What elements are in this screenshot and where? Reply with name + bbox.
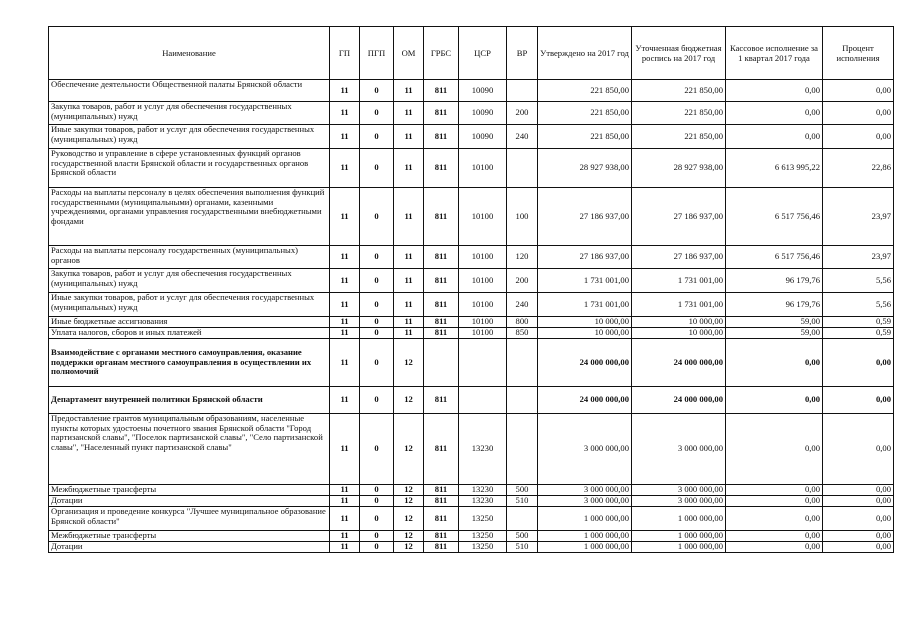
table-header-row bbox=[49, 27, 894, 80]
cell-pgp: 0 bbox=[360, 414, 394, 485]
header-cash: Кассовое исполнение за 1 квартал 2017 года bbox=[726, 27, 823, 80]
cell-om: 11 bbox=[394, 328, 424, 339]
cell-pgp: 0 bbox=[360, 328, 394, 339]
cell-pgp: 0 bbox=[360, 293, 394, 317]
cell-pgp: 0 bbox=[360, 102, 394, 125]
cell-vr: 510 bbox=[507, 542, 538, 553]
cell-percent: 0,00 bbox=[823, 102, 894, 125]
cell-vr bbox=[507, 414, 538, 485]
cell-csr: 13250 bbox=[459, 531, 507, 542]
cell-grbs: 811 bbox=[424, 149, 459, 188]
cell-name: Департамент внутренней политики Брянской области bbox=[49, 387, 330, 414]
header-vr: ВР bbox=[507, 27, 538, 80]
cell-csr: 13250 bbox=[459, 507, 507, 531]
table-row bbox=[49, 125, 894, 149]
cell-vr bbox=[507, 387, 538, 414]
cell-name: Иные закупки товаров, работ и услуг для обеспечения государственных (муниципальных) нужд bbox=[49, 293, 330, 317]
cell-om: 11 bbox=[394, 102, 424, 125]
cell-om: 11 bbox=[394, 293, 424, 317]
cell-gp: 11 bbox=[330, 531, 360, 542]
cell-gp: 11 bbox=[330, 414, 360, 485]
cell-name: Иные закупки товаров, работ и услуг для обеспечения государственных (муниципальных) нужд bbox=[49, 125, 330, 149]
cell-pgp: 0 bbox=[360, 531, 394, 542]
cell-approved: 28 927 938,00 bbox=[538, 149, 632, 188]
cell-cash: 0,00 bbox=[726, 542, 823, 553]
cell-vr: 200 bbox=[507, 102, 538, 125]
cell-vr: 500 bbox=[507, 531, 538, 542]
cell-csr: 13230 bbox=[459, 485, 507, 496]
cell-name: Дотации bbox=[49, 542, 330, 553]
cell-percent: 0,00 bbox=[823, 542, 894, 553]
cell-name: Взаимодействие с органами местного самоуправления, оказание поддержки органам местного самоуправления в осуществлении их полномочий bbox=[49, 339, 330, 387]
table-row bbox=[49, 496, 894, 507]
cell-grbs: 811 bbox=[424, 80, 459, 102]
cell-cash: 0,00 bbox=[726, 531, 823, 542]
cell-vr: 120 bbox=[507, 246, 538, 269]
cell-om: 12 bbox=[394, 414, 424, 485]
table-row bbox=[49, 531, 894, 542]
table-row bbox=[49, 149, 894, 188]
table-row bbox=[49, 387, 894, 414]
cell-gp: 11 bbox=[330, 188, 360, 246]
cell-cash: 0,00 bbox=[726, 507, 823, 531]
table-row bbox=[49, 246, 894, 269]
header-om: ОМ bbox=[394, 27, 424, 80]
cell-percent: 0,59 bbox=[823, 317, 894, 328]
cell-approved: 3 000 000,00 bbox=[538, 496, 632, 507]
cell-csr: 10090 bbox=[459, 80, 507, 102]
header-percent: Процент исполнения bbox=[823, 27, 894, 80]
cell-grbs: 811 bbox=[424, 125, 459, 149]
cell-om: 11 bbox=[394, 269, 424, 293]
cell-approved: 1 731 001,00 bbox=[538, 293, 632, 317]
cell-refined: 10 000,00 bbox=[632, 328, 726, 339]
cell-name: Закупка товаров, работ и услуг для обеспечения государственных (муниципальных) нужд bbox=[49, 269, 330, 293]
cell-pgp: 0 bbox=[360, 125, 394, 149]
cell-csr: 10090 bbox=[459, 125, 507, 149]
cell-om: 12 bbox=[394, 542, 424, 553]
cell-refined: 3 000 000,00 bbox=[632, 496, 726, 507]
cell-vr: 510 bbox=[507, 496, 538, 507]
cell-om: 11 bbox=[394, 149, 424, 188]
cell-approved: 1 000 000,00 bbox=[538, 531, 632, 542]
table-row bbox=[49, 485, 894, 496]
table-row bbox=[49, 102, 894, 125]
budget-table bbox=[48, 26, 894, 553]
cell-gp: 11 bbox=[330, 149, 360, 188]
cell-approved: 24 000 000,00 bbox=[538, 339, 632, 387]
cell-percent: 0,00 bbox=[823, 387, 894, 414]
cell-percent: 0,00 bbox=[823, 496, 894, 507]
cell-grbs: 811 bbox=[424, 102, 459, 125]
cell-percent: 5,56 bbox=[823, 293, 894, 317]
cell-csr: 10100 bbox=[459, 246, 507, 269]
cell-vr bbox=[507, 339, 538, 387]
cell-vr: 500 bbox=[507, 485, 538, 496]
cell-vr bbox=[507, 149, 538, 188]
cell-approved: 3 000 000,00 bbox=[538, 485, 632, 496]
cell-name: Обеспечение деятельности Общественной палаты Брянской области bbox=[49, 80, 330, 102]
cell-om: 11 bbox=[394, 125, 424, 149]
cell-gp: 11 bbox=[330, 125, 360, 149]
cell-pgp: 0 bbox=[360, 269, 394, 293]
cell-name: Дотации bbox=[49, 496, 330, 507]
cell-grbs: 811 bbox=[424, 542, 459, 553]
cell-gp: 11 bbox=[330, 507, 360, 531]
cell-percent: 0,00 bbox=[823, 339, 894, 387]
header-pgp: ПГП bbox=[360, 27, 394, 80]
cell-csr bbox=[459, 387, 507, 414]
cell-vr: 240 bbox=[507, 293, 538, 317]
cell-grbs: 811 bbox=[424, 317, 459, 328]
table-row bbox=[49, 339, 894, 387]
cell-cash: 96 179,76 bbox=[726, 269, 823, 293]
table-row bbox=[49, 293, 894, 317]
cell-pgp: 0 bbox=[360, 507, 394, 531]
cell-cash: 0,00 bbox=[726, 125, 823, 149]
cell-gp: 11 bbox=[330, 80, 360, 102]
cell-csr: 10100 bbox=[459, 317, 507, 328]
cell-csr: 10090 bbox=[459, 102, 507, 125]
cell-name: Расходы на выплаты персоналу государственных (муниципальных) органов bbox=[49, 246, 330, 269]
cell-approved: 10 000,00 bbox=[538, 317, 632, 328]
cell-refined: 221 850,00 bbox=[632, 125, 726, 149]
cell-om: 12 bbox=[394, 531, 424, 542]
cell-grbs bbox=[424, 339, 459, 387]
cell-gp: 11 bbox=[330, 542, 360, 553]
cell-gp: 11 bbox=[330, 102, 360, 125]
cell-approved: 221 850,00 bbox=[538, 80, 632, 102]
cell-grbs: 811 bbox=[424, 485, 459, 496]
cell-name: Иные бюджетные ассигнования bbox=[49, 317, 330, 328]
cell-pgp: 0 bbox=[360, 485, 394, 496]
cell-gp: 11 bbox=[330, 246, 360, 269]
cell-pgp: 0 bbox=[360, 80, 394, 102]
header-approved: Утверждено на 2017 год bbox=[538, 27, 632, 80]
cell-cash: 0,00 bbox=[726, 387, 823, 414]
cell-percent: 0,00 bbox=[823, 80, 894, 102]
cell-refined: 3 000 000,00 bbox=[632, 485, 726, 496]
table-body bbox=[49, 80, 894, 553]
cell-approved: 24 000 000,00 bbox=[538, 387, 632, 414]
table-row bbox=[49, 269, 894, 293]
cell-refined: 1 000 000,00 bbox=[632, 507, 726, 531]
cell-cash: 0,00 bbox=[726, 414, 823, 485]
cell-vr: 100 bbox=[507, 188, 538, 246]
cell-approved: 221 850,00 bbox=[538, 125, 632, 149]
cell-cash: 59,00 bbox=[726, 317, 823, 328]
cell-refined: 24 000 000,00 bbox=[632, 339, 726, 387]
table-row bbox=[49, 542, 894, 553]
cell-percent: 22,86 bbox=[823, 149, 894, 188]
cell-name: Закупка товаров, работ и услуг для обеспечения государственных (муниципальных) нужд bbox=[49, 102, 330, 125]
cell-approved: 27 186 937,00 bbox=[538, 188, 632, 246]
table-row bbox=[49, 328, 894, 339]
cell-cash: 0,00 bbox=[726, 102, 823, 125]
cell-approved: 10 000,00 bbox=[538, 328, 632, 339]
cell-csr: 13230 bbox=[459, 496, 507, 507]
cell-percent: 23,97 bbox=[823, 188, 894, 246]
cell-refined: 1 731 001,00 bbox=[632, 293, 726, 317]
cell-cash: 0,00 bbox=[726, 496, 823, 507]
cell-om: 12 bbox=[394, 496, 424, 507]
cell-gp: 11 bbox=[330, 328, 360, 339]
cell-csr: 10100 bbox=[459, 149, 507, 188]
cell-percent: 0,00 bbox=[823, 531, 894, 542]
cell-approved: 3 000 000,00 bbox=[538, 414, 632, 485]
cell-gp: 11 bbox=[330, 317, 360, 328]
table-row bbox=[49, 507, 894, 531]
cell-percent: 0,00 bbox=[823, 414, 894, 485]
cell-vr: 200 bbox=[507, 269, 538, 293]
cell-cash: 96 179,76 bbox=[726, 293, 823, 317]
table-row bbox=[49, 188, 894, 246]
cell-gp: 11 bbox=[330, 496, 360, 507]
table-row bbox=[49, 414, 894, 485]
cell-gp: 11 bbox=[330, 485, 360, 496]
cell-vr bbox=[507, 507, 538, 531]
cell-name: Межбюджетные трансферты bbox=[49, 531, 330, 542]
cell-percent: 5,56 bbox=[823, 269, 894, 293]
cell-csr: 10100 bbox=[459, 188, 507, 246]
cell-pgp: 0 bbox=[360, 246, 394, 269]
cell-refined: 28 927 938,00 bbox=[632, 149, 726, 188]
cell-refined: 1 000 000,00 bbox=[632, 531, 726, 542]
cell-grbs: 811 bbox=[424, 414, 459, 485]
cell-percent: 0,00 bbox=[823, 485, 894, 496]
cell-pgp: 0 bbox=[360, 542, 394, 553]
cell-percent: 0,59 bbox=[823, 328, 894, 339]
cell-pgp: 0 bbox=[360, 496, 394, 507]
cell-grbs: 811 bbox=[424, 269, 459, 293]
cell-name: Расходы на выплаты персоналу в целях обеспечения выполнения функций государственными (муниципальными) органами, казенными учреждениями, органами управления государственными внебюджетными фондами bbox=[49, 188, 330, 246]
cell-approved: 1 731 001,00 bbox=[538, 269, 632, 293]
cell-om: 12 bbox=[394, 485, 424, 496]
cell-csr: 13230 bbox=[459, 414, 507, 485]
cell-grbs: 811 bbox=[424, 188, 459, 246]
cell-percent: 23,97 bbox=[823, 246, 894, 269]
header-csr: ЦСР bbox=[459, 27, 507, 80]
cell-cash: 6 613 995,22 bbox=[726, 149, 823, 188]
cell-grbs: 811 bbox=[424, 387, 459, 414]
cell-grbs: 811 bbox=[424, 246, 459, 269]
cell-name: Организация и проведение конкурса "Лучшее муниципальное образование Брянской области" bbox=[49, 507, 330, 531]
cell-grbs: 811 bbox=[424, 328, 459, 339]
cell-name: Предоставление грантов муниципальным образованиям, населенные пункты которых удостоены почетного звания Брянской области "Город партизанской славы", "Поселок партизанской славы", "Село партизанской славы", "Населенный пункт партизанской славы" bbox=[49, 414, 330, 485]
cell-refined: 1 731 001,00 bbox=[632, 269, 726, 293]
cell-om: 12 bbox=[394, 339, 424, 387]
cell-grbs: 811 bbox=[424, 507, 459, 531]
cell-gp: 11 bbox=[330, 269, 360, 293]
cell-csr: 10100 bbox=[459, 328, 507, 339]
cell-pgp: 0 bbox=[360, 188, 394, 246]
cell-csr: 10100 bbox=[459, 293, 507, 317]
cell-approved: 27 186 937,00 bbox=[538, 246, 632, 269]
cell-refined: 27 186 937,00 bbox=[632, 246, 726, 269]
cell-cash: 0,00 bbox=[726, 80, 823, 102]
cell-om: 11 bbox=[394, 80, 424, 102]
cell-name: Руководство и управление в сфере установленных функций органов государственной власти Брянской области и государственных органов Брянской области bbox=[49, 149, 330, 188]
cell-approved: 1 000 000,00 bbox=[538, 507, 632, 531]
cell-csr bbox=[459, 339, 507, 387]
cell-csr: 10100 bbox=[459, 269, 507, 293]
cell-refined: 3 000 000,00 bbox=[632, 414, 726, 485]
cell-refined: 10 000,00 bbox=[632, 317, 726, 328]
cell-grbs: 811 bbox=[424, 293, 459, 317]
header-gp: ГП bbox=[330, 27, 360, 80]
cell-gp: 11 bbox=[330, 293, 360, 317]
cell-vr: 800 bbox=[507, 317, 538, 328]
cell-cash: 0,00 bbox=[726, 339, 823, 387]
cell-cash: 0,00 bbox=[726, 485, 823, 496]
cell-percent: 0,00 bbox=[823, 125, 894, 149]
cell-grbs: 811 bbox=[424, 531, 459, 542]
cell-om: 12 bbox=[394, 507, 424, 531]
cell-refined: 221 850,00 bbox=[632, 102, 726, 125]
cell-vr bbox=[507, 80, 538, 102]
cell-name: Уплата налогов, сборов и иных платежей bbox=[49, 328, 330, 339]
cell-csr: 13250 bbox=[459, 542, 507, 553]
cell-refined: 1 000 000,00 bbox=[632, 542, 726, 553]
cell-om: 12 bbox=[394, 387, 424, 414]
cell-cash: 59,00 bbox=[726, 328, 823, 339]
cell-pgp: 0 bbox=[360, 317, 394, 328]
cell-refined: 24 000 000,00 bbox=[632, 387, 726, 414]
cell-gp: 11 bbox=[330, 339, 360, 387]
cell-percent: 0,00 bbox=[823, 507, 894, 531]
cell-gp: 11 bbox=[330, 387, 360, 414]
cell-vr: 850 bbox=[507, 328, 538, 339]
cell-name: Межбюджетные трансферты bbox=[49, 485, 330, 496]
cell-cash: 6 517 756,46 bbox=[726, 246, 823, 269]
cell-om: 11 bbox=[394, 246, 424, 269]
cell-approved: 221 850,00 bbox=[538, 102, 632, 125]
cell-refined: 27 186 937,00 bbox=[632, 188, 726, 246]
cell-pgp: 0 bbox=[360, 149, 394, 188]
header-refined: Уточненная бюджетная роспись на 2017 год bbox=[632, 27, 726, 80]
header-grbs: ГРБС bbox=[424, 27, 459, 80]
cell-om: 11 bbox=[394, 188, 424, 246]
cell-vr: 240 bbox=[507, 125, 538, 149]
cell-approved: 1 000 000,00 bbox=[538, 542, 632, 553]
header-name: Наименование bbox=[49, 27, 330, 80]
cell-refined: 221 850,00 bbox=[632, 80, 726, 102]
table-row bbox=[49, 80, 894, 102]
table-row bbox=[49, 317, 894, 328]
cell-pgp: 0 bbox=[360, 387, 394, 414]
cell-pgp: 0 bbox=[360, 339, 394, 387]
cell-cash: 6 517 756,46 bbox=[726, 188, 823, 246]
cell-om: 11 bbox=[394, 317, 424, 328]
cell-grbs: 811 bbox=[424, 496, 459, 507]
